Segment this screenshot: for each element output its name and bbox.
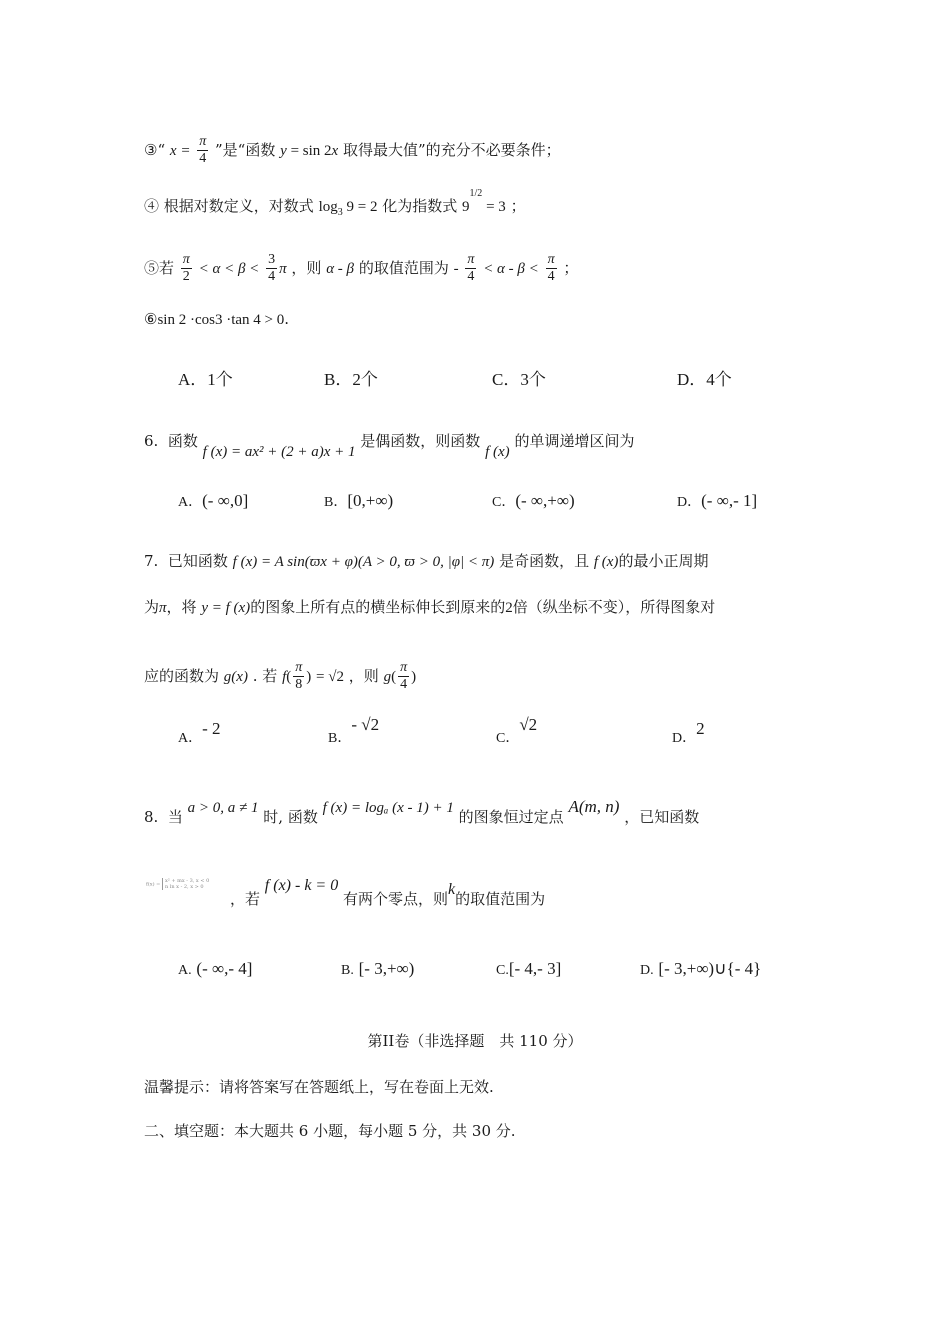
question-6: 6. 函数 f (x) = ax² + (2 + a)x + 1 是偶函数，则函数 f (x) 的单调递增区间为 bbox=[144, 432, 635, 460]
fraction-pi-4: $\frac{\pi}{4}$ bbox=[199, 134, 207, 167]
q5-option-d[interactable]: D．4个 bbox=[677, 370, 732, 389]
q6-option-c[interactable]: C．(- ∞,+∞) bbox=[492, 491, 575, 510]
q7-option-a[interactable]: A．- 2 bbox=[178, 719, 221, 746]
q8-option-d[interactable]: D. [- 3,+∞)∪{- 4} bbox=[640, 959, 762, 978]
tip-text: 温馨提示：请将答案写在答题纸上，写在卷面上无效. bbox=[144, 1078, 494, 1096]
q5-option-a[interactable]: A．1个 bbox=[178, 370, 233, 389]
question-7-line-3: 应的函数为 g(x) . 若 f( $\frac{\pi}{8}$ ) = √2 ，则 g( $\frac{\pi}{4}$ ) bbox=[144, 660, 417, 693]
part-2-heading: 二、填空题：本大题共 6 小题，每小题 5 分，共 30 分. bbox=[144, 1122, 516, 1140]
q6-option-d[interactable]: D．(- ∞,- 1] bbox=[677, 491, 758, 510]
statement-3: ③“ x = $\frac{\pi}{4}$ ”是“函数 y = sin 2x 取得最大值”的充分不必要条件； bbox=[144, 134, 561, 167]
question-7-line-1: 7. 已知函数 f (x) = A sin(ϖx + φ)(A > 0, ϖ > 0, |φ| < π) 是奇函数，且 f (x)的最小正周期 bbox=[144, 552, 709, 570]
q6-option-a[interactable]: A．(- ∞,0] bbox=[178, 491, 249, 510]
q6-option-b[interactable]: B．[0,+∞) bbox=[324, 491, 394, 510]
piecewise-function: f(x) = x² + mx - 3, x < 0 n ln x - 2, x > 0 bbox=[146, 878, 210, 890]
q7-option-b[interactable]: B．- √2 bbox=[328, 715, 380, 746]
q7-option-d[interactable]: D．2 bbox=[672, 719, 705, 746]
question-8-line-1: 8. 当 a > 0, a ≠ 1 时, 函数 f (x) = logₐ (x - 1) + 1 的图象恒过定点 A(m, n) ，已知函数 bbox=[144, 797, 700, 826]
q8-option-b[interactable]: B. [- 3,+∞) bbox=[341, 959, 415, 978]
statement-4: ④ 根据对数定义，对数式 $\log_3 9 = 2$ 化为指数式 $9^{1/2} = 3$ ； bbox=[144, 188, 526, 218]
question-8-line-2: ，若 f (x) - k = 0 有两个零点，则k的取值范围为 bbox=[230, 877, 546, 908]
section-title: 第II卷（非选择题 共 110 分） bbox=[367, 1032, 583, 1050]
statement-5: ⑤若 $\frac{\pi}{2}$ < α < β < $\frac{3}{4}$ π ，则 α - β 的取值范围为 - $\frac{\pi}{4}$ < α - β < $\frac{\pi}{4}$ ； bbox=[144, 252, 579, 285]
q5-option-c[interactable]: C．3个 bbox=[492, 370, 546, 389]
q7-option-c[interactable]: C．√2 bbox=[496, 715, 538, 746]
q8-option-a[interactable]: A. (- ∞,- 4] bbox=[178, 959, 253, 978]
question-7-line-2: 为π，将 y = f (x)的图象上所有点的横坐标伸长到原来的2倍（纵坐标不变），所得图象对 bbox=[144, 598, 716, 616]
q8-option-c[interactable]: C.[- 4,- 3] bbox=[496, 959, 562, 978]
statement-6: ⑥sin 2 ·cos3 ·tan 4 > 0. bbox=[144, 310, 290, 328]
q5-option-b[interactable]: B．2个 bbox=[324, 370, 378, 389]
